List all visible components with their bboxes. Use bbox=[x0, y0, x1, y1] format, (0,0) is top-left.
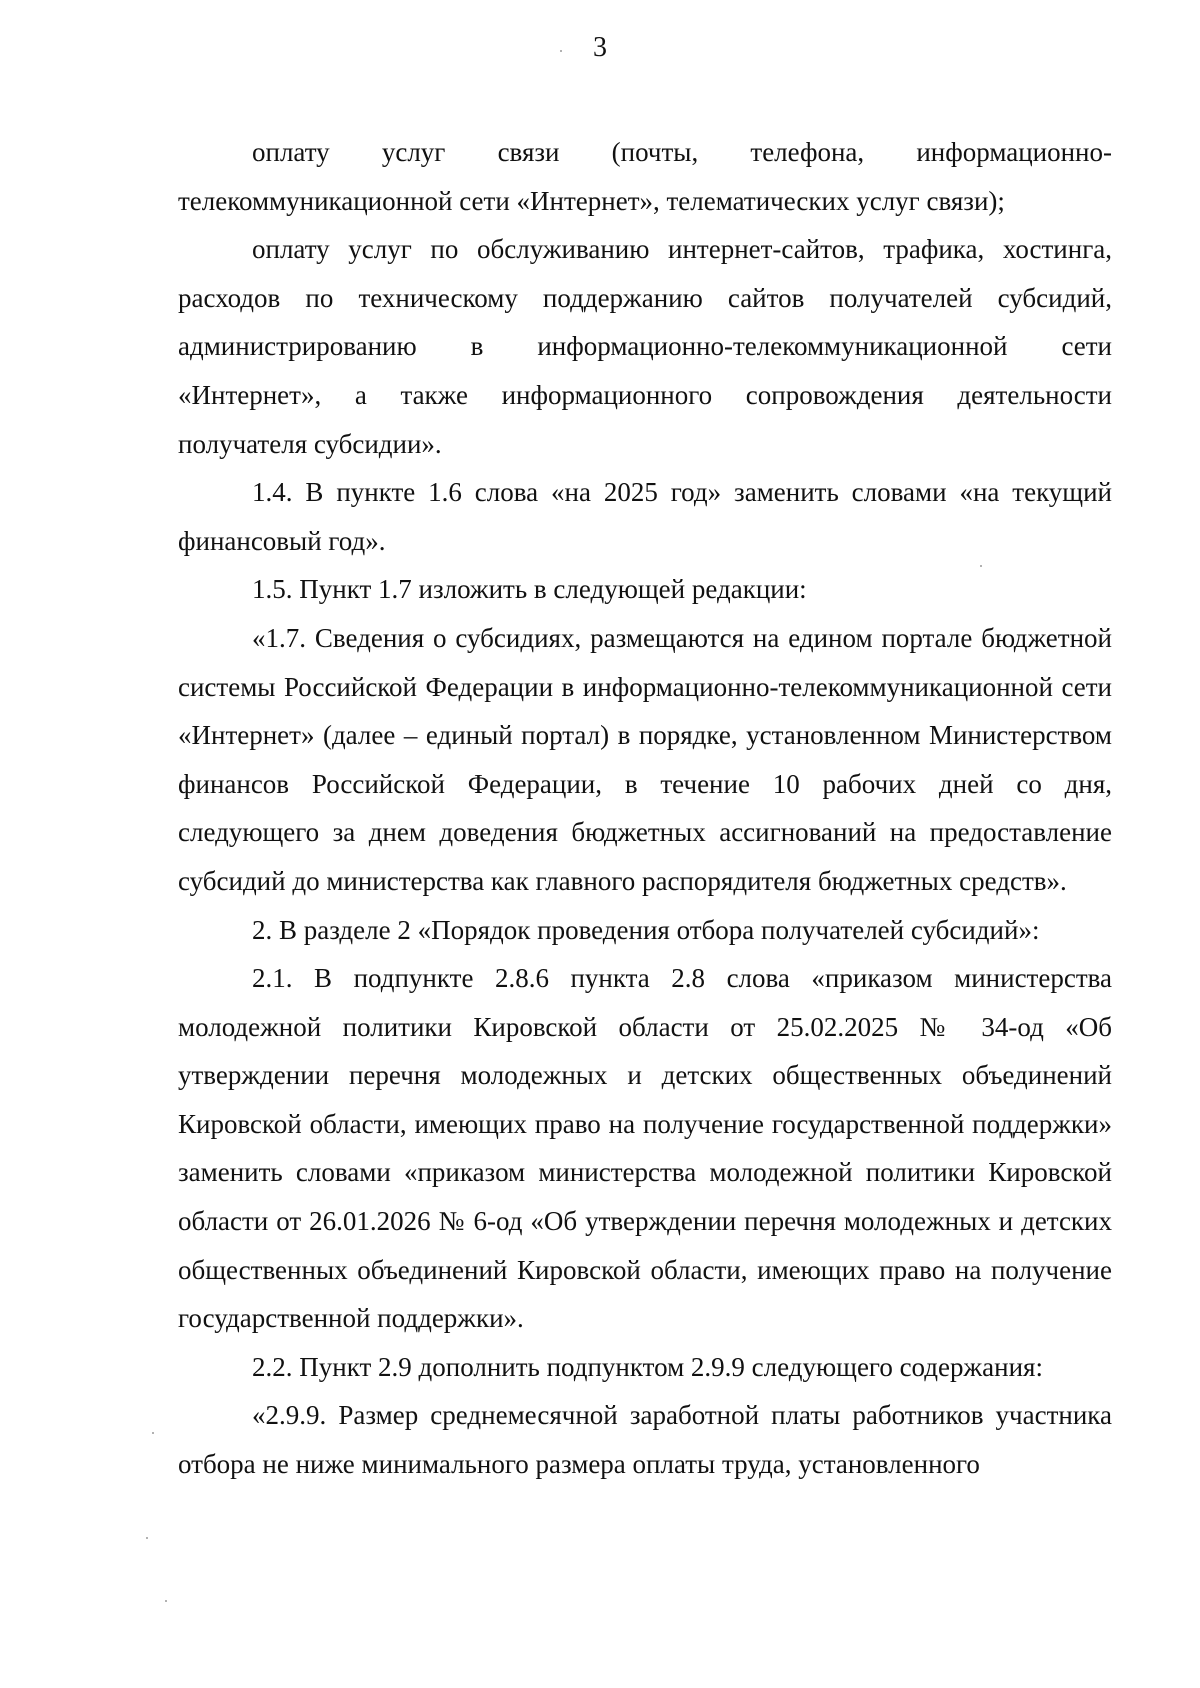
document-body bbox=[178, 128, 1112, 1489]
paragraph-item-2-2: 2.2. Пункт 2.9 дополнить подпунктом 2.9.9 следующего содержания: bbox=[252, 1351, 1043, 1382]
paragraph-website-services: оплату услуг по обслуживанию интернет-сайтов, трафика, хостинга, расходов по техническому поддержанию сайтов получателей субсидий, администрированию в информационно-телекоммуникационной сети «Интернет», а также информационного сопровождения деятельности получателя субсидии». bbox=[178, 234, 1112, 459]
scan-speck bbox=[980, 565, 982, 567]
paragraph-item-1-7-text: «1.7. Сведения о субсидиях, размещаются на едином портале бюджетной системы Российской Федерации в информационно-телекоммуникационной сети «Интернет» (далее – единый портал) в порядке, установленном Министерством финансов Российской Федерации, в течение 10 рабочих дней со дня, следующего за днем доведения бюджетных ассигнований на предоставление субсидий до министерства как главного распорядителя бюджетных средств». bbox=[178, 622, 1112, 896]
scan-speck bbox=[560, 50, 562, 52]
paragraph-item-1-4: 1.4. В пункте 1.6 слова «на 2025 год» заменить словами «на текущий финансовый год». bbox=[178, 477, 1112, 556]
paragraph-communication-services: оплату услуг связи (почты, телефона, информационно-телекоммуникационной сети «Интернет», телематических услуг связи); bbox=[178, 137, 1112, 216]
paragraph-item-2-9-9: «2.9.9. Размер среднемесячной заработной платы работников участника отбора не ниже минимального размера оплаты труда, установленного bbox=[178, 1400, 1112, 1480]
scan-speck bbox=[165, 1600, 167, 1602]
paragraph-section-2: 2. В разделе 2 «Порядок проведения отбора получателей субсидий»: bbox=[252, 914, 1040, 945]
page-number: 3 bbox=[593, 32, 607, 63]
paragraph-item-2-1: 2.1. В подпункте 2.8.6 пункта 2.8 слова «приказом министерства молодежной политики Кировской области от 25.02.2025 № 34-од «Об утверждении перечня молодежных и детских общественных объединений Кировской области, имеющих право на получение государственной поддержки» заменить словами «приказом министерства молодежной политики Кировской области от 26.01.2026 № 6-од «Об утверждении перечня молодежных и детских общественных объединений Кировской области, имеющих право на получение государственной поддержки». bbox=[178, 963, 1112, 1334]
paragraph-item-1-5: 1.5. Пункт 1.7 изложить в следующей редакции: bbox=[252, 574, 807, 605]
scan-speck bbox=[146, 1537, 148, 1539]
scan-speck bbox=[152, 1432, 154, 1434]
